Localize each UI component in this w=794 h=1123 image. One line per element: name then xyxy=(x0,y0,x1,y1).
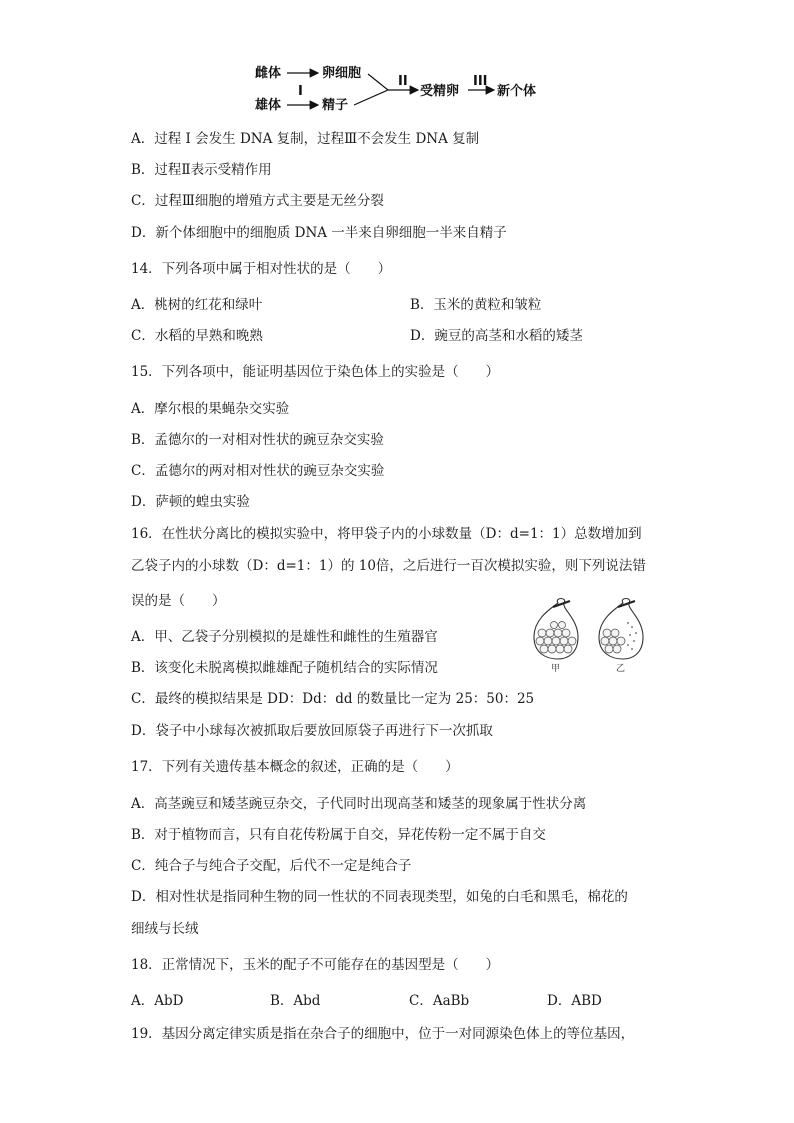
female-label: 雌体 xyxy=(255,66,282,81)
q18-option-c: C．AaBb xyxy=(409,993,470,1009)
merge-line-top xyxy=(368,74,388,90)
q16-option-a: A．甲、乙袋子分别模拟的是雄性和雌性的生殖器官 xyxy=(131,629,438,645)
bag-yi xyxy=(599,599,643,660)
q17-option-c: C．纯合子与纯合子交配，后代不一定是纯合子 xyxy=(131,858,412,874)
q16-option-c: C．最终的模拟结果是 DD：Dd：dd 的数量比一定为 25：50：25 xyxy=(131,691,535,707)
zygote-label: 受精卵 xyxy=(420,84,460,99)
q15-option-d: D．萨顿的蝗虫实验 xyxy=(131,494,250,510)
q17-stem: 17．下列有关遗传基本概念的叙述，正确的是（ ） xyxy=(131,759,459,775)
q16-stem-line-3: 误的是（ ） xyxy=(131,593,226,609)
step-3-label: III xyxy=(473,74,488,89)
q13-option-b: B．过程Ⅱ表示受精作用 xyxy=(131,162,272,178)
q14-option-a: A．桃树的红花和绿叶 xyxy=(131,297,263,313)
q17-option-b: B．对于植物而言，只有自花传粉属于自交，异花传粉一定不属于自交 xyxy=(131,827,546,843)
q16-stem-line-1: 16．在性状分离比的模拟实验中，将甲袋子内的小球数量（D：d=1：1）总数增加到 xyxy=(131,526,642,542)
q14-option-b: B．玉米的黄粒和皱粒 xyxy=(410,297,542,313)
q18-stem: 18．正常情况下，玉米的配子不可能存在的基因型是（ ） xyxy=(131,957,500,973)
q19-stem: 19．基因分离定律实质是指在杂合子的细胞中，位于一对同源染色体上的等位基因， xyxy=(131,1026,635,1042)
q13-option-a: A．过程 I 会发生 DNA 复制，过程Ⅲ不会发生 DNA 复制 xyxy=(131,131,480,147)
q14-stem: 14．下列各项中属于相对性状的是（ ） xyxy=(131,261,392,277)
bag-jia-label: 甲 xyxy=(551,664,561,674)
bag-jia xyxy=(534,599,578,660)
q15-option-a: A．摩尔根的果蝇杂交实验 xyxy=(131,401,290,417)
q17-option-d-line-2: 细绒与长绒 xyxy=(131,921,199,937)
q15-option-b: B．孟德尔的一对相对性状的豌豆杂交实验 xyxy=(131,432,384,448)
male-label: 雄体 xyxy=(255,98,282,113)
q13-option-d: D．新个体细胞中的细胞质 DNA 一半来自卵细胞一半来自精子 xyxy=(131,225,507,241)
q14-option-d: D．豌豆的高茎和水稻的矮茎 xyxy=(410,328,583,344)
q18-option-d: D．ABD xyxy=(547,993,602,1009)
sperm-label: 精子 xyxy=(322,98,349,113)
reproduction-diagram xyxy=(250,58,550,118)
q14-option-c: C．水稻的早熟和晚熟 xyxy=(131,328,263,344)
q15-stem: 15．下列各项中，能证明基因位于染色体上的实验是（ ） xyxy=(131,364,500,380)
egg-label: 卵细胞 xyxy=(322,66,362,81)
bags-illustration xyxy=(528,595,658,675)
q17-option-d-line-1: D．相对性状是指同种生物的同一性状的不同表现类型，如兔的白毛和黑毛，棉花的 xyxy=(131,889,628,905)
q15-option-c: C．孟德尔的两对相对性状的豌豆杂交实验 xyxy=(131,463,385,479)
step-1-label: I xyxy=(298,84,303,99)
bag-yi-label: 乙 xyxy=(616,664,626,674)
new-individual-label: 新个体 xyxy=(497,84,537,99)
q16-stem-line-2: 乙袋子内的小球数（D：d=1：1）的 10倍，之后进行一百次模拟实验，则下列说法错 xyxy=(131,558,646,574)
q18-option-a: A．AbD xyxy=(131,993,184,1009)
q13-option-c: C．过程Ⅲ细胞的增殖方式主要是无丝分裂 xyxy=(131,193,384,209)
q16-option-b: B．该变化未脱离模拟雌雄配子随机结合的实际情况 xyxy=(131,660,438,676)
step-2-label: II xyxy=(398,74,408,89)
q16-option-d: D．袋子中小球每次被抓取后要放回原袋子再进行下一次抓取 xyxy=(131,723,493,739)
q18-option-b: B．Abd xyxy=(270,993,321,1009)
q17-option-a: A．高茎豌豆和矮茎豌豆杂交，子代同时出现高茎和矮茎的现象属于性状分离 xyxy=(131,796,587,812)
merge-line-bottom xyxy=(354,90,388,105)
